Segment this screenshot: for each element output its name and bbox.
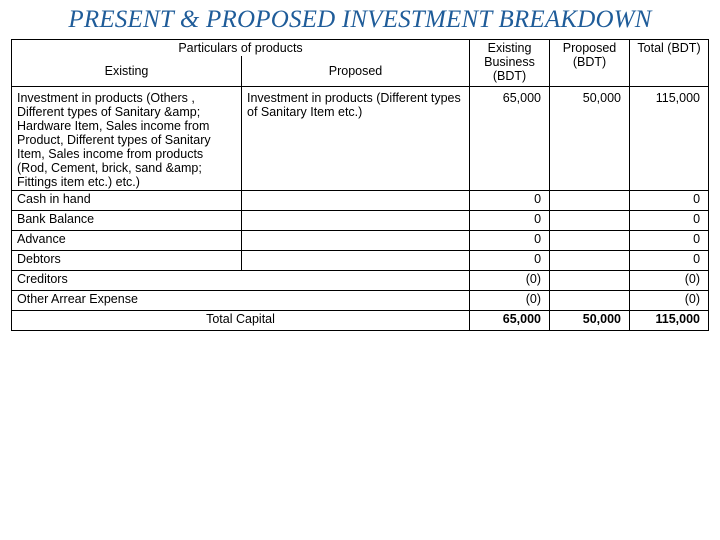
existing-products-text: Investment in products (Others , Different types of Sanitary &amp; Hardware Item, Sales income from Product, Different types of Sanitary Item, Sales income from products (Rod, Cement, brick, sand &amp; Fittings item etc.) etc.) bbox=[12, 87, 242, 191]
table-row bbox=[12, 271, 709, 291]
row-existing-value: (0) bbox=[470, 271, 550, 291]
total-bdt-header: Total (BDT) bbox=[630, 40, 709, 87]
row-proposed-value bbox=[550, 231, 630, 251]
total-row bbox=[12, 311, 709, 331]
row-label: Creditors bbox=[12, 271, 470, 291]
row-label: Other Arrear Expense bbox=[12, 291, 470, 311]
existing-subheader: Existing bbox=[12, 56, 242, 87]
table-row bbox=[12, 211, 709, 231]
row-proposed-blank bbox=[242, 231, 470, 251]
table-row bbox=[12, 251, 709, 271]
row-proposed-value bbox=[550, 211, 630, 231]
row-existing-value: (0) bbox=[470, 291, 550, 311]
total-proposed-value: 50,000 bbox=[550, 311, 630, 331]
row-existing-value: 0 bbox=[470, 231, 550, 251]
products-total-value: 115,000 bbox=[630, 87, 709, 191]
row-existing-value: 0 bbox=[470, 211, 550, 231]
investment-table bbox=[11, 39, 709, 331]
products-row bbox=[12, 87, 709, 191]
table-row bbox=[12, 191, 709, 211]
row-total-value: 0 bbox=[630, 211, 709, 231]
row-proposed-value bbox=[550, 291, 630, 311]
header-row-1 bbox=[12, 40, 709, 57]
total-existing-value: 65,000 bbox=[470, 311, 550, 331]
row-existing-value: 0 bbox=[470, 251, 550, 271]
row-proposed-blank bbox=[242, 211, 470, 231]
table-row bbox=[12, 231, 709, 251]
proposed-subheader: Proposed bbox=[242, 56, 470, 87]
table-row bbox=[12, 291, 709, 311]
page-title: PRESENT & PROPOSED INVESTMENT BREAKDOWN bbox=[68, 6, 652, 33]
row-total-value: (0) bbox=[630, 291, 709, 311]
row-proposed-value bbox=[550, 191, 630, 211]
row-proposed-value bbox=[550, 251, 630, 271]
row-label: Cash in hand bbox=[12, 191, 242, 211]
row-label: Bank Balance bbox=[12, 211, 242, 231]
total-total-value: 115,000 bbox=[630, 311, 709, 331]
existing-business-header: Existing Business (BDT) bbox=[470, 40, 550, 87]
proposed-bdt-header: Proposed (BDT) bbox=[550, 40, 630, 87]
particulars-header: Particulars of products bbox=[12, 40, 470, 57]
row-proposed-value bbox=[550, 271, 630, 291]
row-total-value: 0 bbox=[630, 251, 709, 271]
proposed-products-text: Investment in products (Different types of Sanitary Item etc.) bbox=[242, 87, 470, 191]
row-label: Advance bbox=[12, 231, 242, 251]
row-total-value: 0 bbox=[630, 191, 709, 211]
products-existing-value: 65,000 bbox=[470, 87, 550, 191]
row-proposed-blank bbox=[242, 251, 470, 271]
row-proposed-blank bbox=[242, 191, 470, 211]
products-proposed-value: 50,000 bbox=[550, 87, 630, 191]
row-label: Debtors bbox=[12, 251, 242, 271]
row-existing-value: 0 bbox=[470, 191, 550, 211]
row-total-value: 0 bbox=[630, 231, 709, 251]
row-total-value: (0) bbox=[630, 271, 709, 291]
total-capital-label: Total Capital bbox=[12, 311, 470, 331]
